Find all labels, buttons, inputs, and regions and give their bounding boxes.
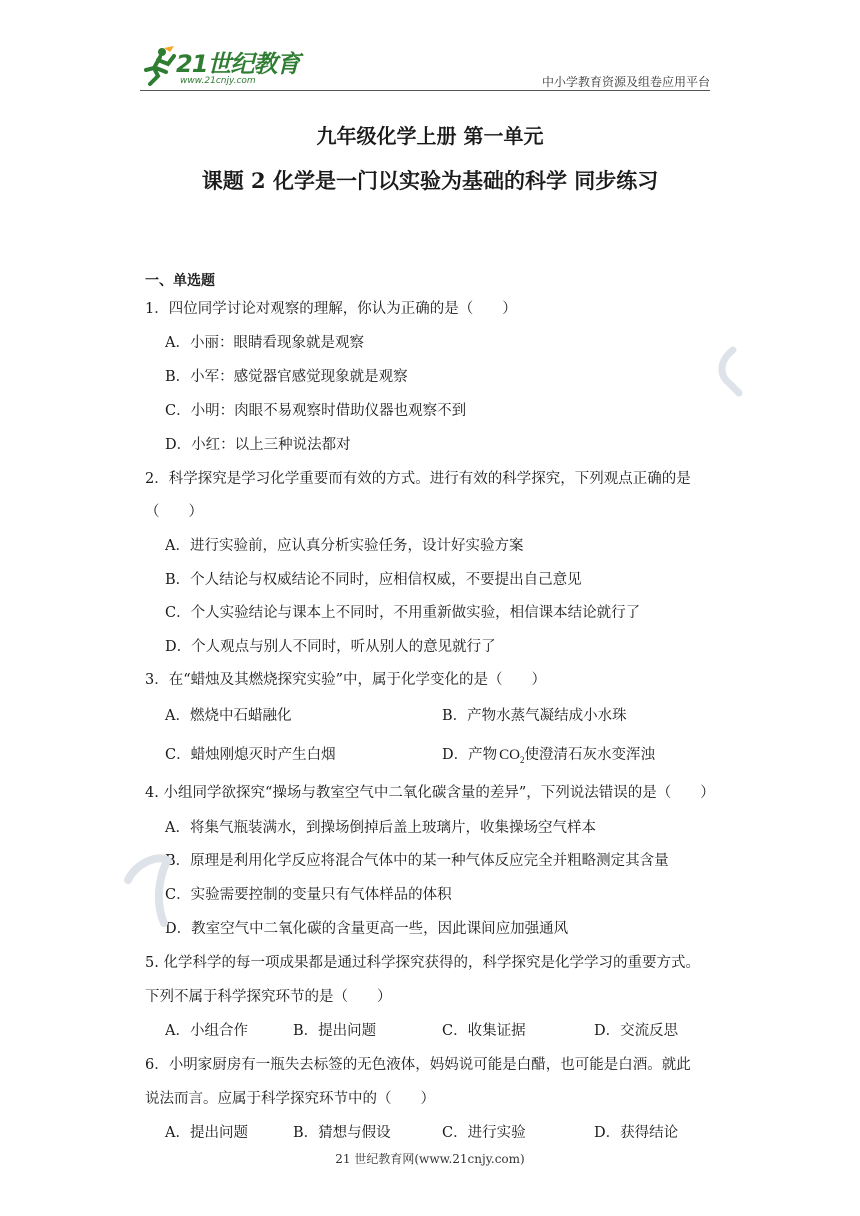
page-title: 九年级化学上册 第一单元: [316, 124, 544, 148]
q2-option-c: C．个人实验结论与课本上不同时，不用重新做实验，相信课本结论就行了: [165, 605, 641, 621]
q1-option-a: A．小丽：眼睛看现象就是观察: [165, 335, 364, 351]
question-5-stem-cont: 下列不属于科学探究环节的是（ ）: [145, 989, 392, 1005]
q4-option-b: B．原理是利用化学反应将混合气体中的某一种气体反应完全并粗略测定其含量: [165, 853, 669, 869]
q3-option-a: A．燃烧中石蜡融化: [165, 708, 292, 724]
q5-option-c: C．收集证据: [442, 1023, 526, 1039]
question-6-stem: 6．小明家厨房有一瓶失去标签的无色液体，妈妈说可能是白醋，也可能是白酒。就此: [145, 1057, 691, 1073]
question-6-stem-cont: 说法而言。应属于科学探究环节中的（ ）: [145, 1091, 435, 1107]
logo-url: www.21cnjy.com: [180, 76, 256, 86]
q2-option-a: A．进行实验前，应认真分析实验任务，设计好实验方案: [165, 538, 524, 554]
question-2-stem: 2．科学探究是学习化学重要而有效的方式。进行有效的科学探究，下列观点正确的是: [145, 471, 691, 487]
question-4-stem: 4. 小组同学欲探究“操场与教室空气中二氧化碳含量的差异”，下列说法错误的是（ ）: [145, 785, 715, 801]
question-2-stem-cont: （ ）: [145, 504, 203, 520]
question-3-stem: 3．在“蜡烛及其燃烧探究实验”中，属于化学变化的是（ ）: [145, 672, 547, 688]
watermark-mark-left: [118, 835, 188, 930]
q5-option-d: D．交流反思: [594, 1023, 679, 1039]
q2-option-d: D．个人观点与别人不同时，听从别人的意见就行了: [165, 639, 496, 655]
watermark-mark-right: [705, 345, 750, 400]
q1-option-b: B．小军：感觉器官感觉现象就是观察: [165, 369, 408, 385]
q3-option-d: [442, 743, 655, 765]
q3-option-d-label: D．产物: [442, 747, 498, 763]
q5-option-b: B．提出问题: [293, 1023, 377, 1039]
q3-option-b: B．产物水蒸气凝结成小水珠: [442, 708, 627, 724]
q3-option-c: C．蜡烛刚熄灭时产生白烟: [165, 747, 336, 763]
q4-option-d: D．教室空气中二氧化碳的含量更高一些，因此课间应加强通风: [165, 921, 569, 937]
q5-option-a: A．小组合作: [165, 1023, 248, 1039]
question-1-stem: 1．四位同学讨论对观察的理解，你认为正确的是（ ）: [145, 301, 517, 317]
co2-formula: $CO_2$: [499, 747, 525, 765]
logo: [140, 42, 310, 94]
platform-name: 中小学教育资源及组卷应用平台: [541, 75, 710, 89]
page-footer: 21 世纪教育网(www.21cnjy.com): [335, 1152, 525, 1166]
runner-icon: [140, 46, 176, 86]
q1-option-d: D．小红：以上三种说法都对: [165, 437, 351, 453]
q4-option-c: C．实验需要控制的变量只有气体样品的体积: [165, 887, 452, 903]
q3-option-d-text: 使澄清石灰水变浑浊: [524, 747, 655, 763]
q4-option-a: A．将集气瓶装满水，到操场倒掉后盖上玻璃片，收集操场空气样本: [165, 820, 596, 836]
header-divider: [140, 90, 710, 91]
page-subtitle: 课题 2 化学是一门以实验为基础的科学 同步练习: [201, 168, 659, 193]
section-title: 一、单选题: [145, 273, 215, 289]
logo-text: 21世纪教育: [176, 50, 300, 78]
q6-option-a: A．提出问题: [165, 1125, 248, 1141]
q6-option-b: B．猜想与假设: [293, 1125, 391, 1141]
q2-option-b: B．个人结论与权威结论不同时，应相信权威，不要提出自己意见: [165, 572, 582, 588]
q1-option-c: C．小明：肉眼不易观察时借助仪器也观察不到: [165, 403, 467, 419]
page-header: [0, 0, 860, 100]
question-5-stem: 5. 化学科学的每一项成果都是通过科学探究获得的，科学探究是化学学习的重要方式。: [145, 955, 700, 971]
q6-option-d: D．获得结论: [594, 1125, 679, 1141]
q6-option-c: C．进行实验: [442, 1125, 526, 1141]
